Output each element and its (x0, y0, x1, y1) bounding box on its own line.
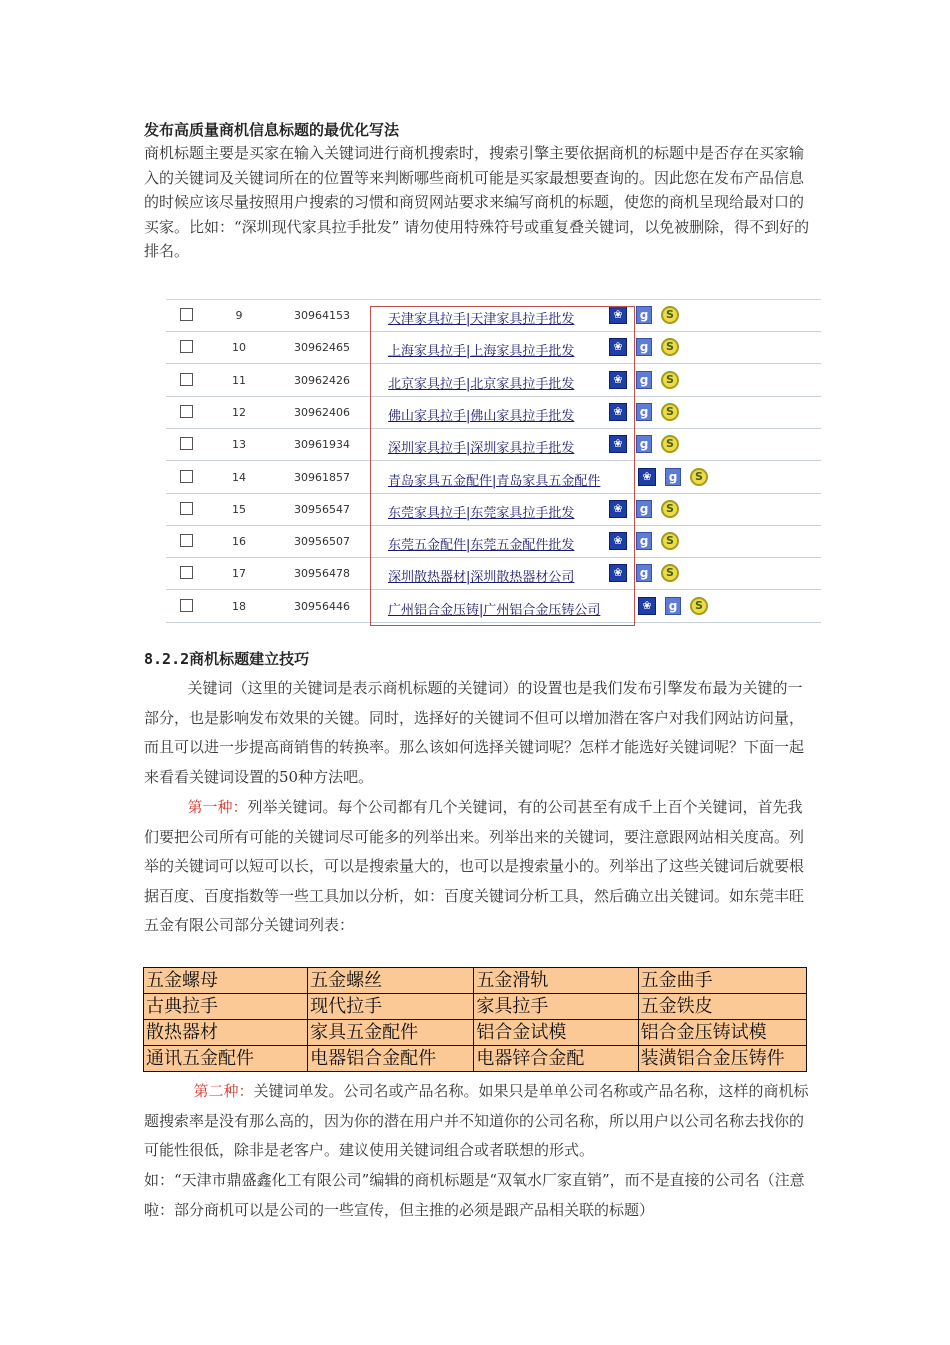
google-icon[interactable]: g (665, 597, 681, 615)
row-title-link[interactable]: 上海家具拉手|上海家具拉手批发 (388, 344, 575, 360)
keyword-cell: 装潢铝合金压铸件 (638, 1046, 806, 1072)
keyword-cell: 五金滑轨 (474, 968, 638, 994)
row-checkbox[interactable] (180, 437, 193, 450)
baidu-paw-icon[interactable]: ❀ (609, 435, 627, 453)
row-checkbox[interactable] (180, 405, 193, 418)
baidu-paw-icon[interactable]: ❀ (609, 403, 627, 421)
row-title-link[interactable]: 北京家具拉手|北京家具拉手批发 (388, 376, 575, 392)
keyword-cell: 古典拉手 (144, 994, 308, 1020)
method2-text: 关键词单发。公司名或产品名称。如果只是单单公司名称或产品名称，这样的商机标题搜索率是没有那么高的，因为你的潜在用户并不知道你的公司名称，所以用户以公司名称去找你的可能性很低，除非是老客户。建议使用关键词组合或者联想的形式。 (144, 1082, 809, 1160)
row-number: 10 (232, 341, 246, 355)
row-checkbox[interactable] (180, 534, 193, 547)
sogou-icon[interactable]: S (690, 597, 708, 615)
section-body: 商机标题主要是买家在输入关键词进行商机搜索时，搜索引擎主要依据商机的标题中是否存在买家输入的关键词及关键词所在的位置等来判断哪些商机可能是买家最想要查询的。因此您在发布产品信息的时候应该尽量按照用户搜索的习惯和商贸网站要求来编写商机的标题，使您的商机呈现给最对口的买家。比如：“深圳现代家具拉手批发” 请勿使用特殊符号或重复叠关键词，以免被删除，得不到好的排名。 (144, 144, 810, 260)
row-checkbox[interactable] (180, 566, 193, 579)
search-engine-icons (638, 467, 708, 487)
subsection-heading: 8.2.2商机标题建立技巧 (144, 650, 310, 668)
baidu-paw-icon[interactable]: ❀ (609, 532, 627, 550)
row-number: 11 (232, 373, 246, 387)
highlight-box (370, 306, 635, 626)
row-id: 30956446 (294, 599, 350, 613)
baidu-paw-icon[interactable]: ❀ (638, 597, 656, 615)
row-title-link[interactable]: 天津家具拉手|天津家具拉手批发 (388, 312, 575, 327)
keyword-cell: 通讯五金配件 (144, 1046, 308, 1072)
method1-paragraph (144, 793, 810, 941)
row-checkbox[interactable] (180, 599, 193, 612)
row-id: 30962406 (294, 405, 350, 419)
method2-paragraph (144, 1077, 810, 1166)
intro-paragraph: 关键词（这里的关键词是表示商机标题的关键词）的设置也是我们发布引擎发布最为关键的一部分，也是影响发布效果的关键。同时，选择好的关键词不但可以增加潜在客户对我们网站访问量，而且可以进一步提高商销售的转换率。那么该如何选择关键词呢？怎样才能选好关键词呢？下面一起来看看关键词设置的50种方法吧。 (144, 679, 805, 786)
sogou-icon[interactable]: S (661, 306, 679, 324)
keyword-cell: 铝合金试模 (474, 1020, 638, 1046)
row-title-link[interactable]: 东莞家具拉手|东莞家具拉手批发 (388, 505, 575, 521)
row-number: 9 (235, 309, 243, 322)
keyword-cell: 电器铝合金配件 (308, 1046, 474, 1072)
row-id: 30961934 (294, 438, 350, 452)
row-id: 30956478 (294, 567, 350, 581)
sogou-icon[interactable]: S (661, 532, 679, 550)
sogou-icon[interactable]: S (661, 564, 679, 582)
keyword-cell: 铝合金压铸试模 (638, 1020, 806, 1046)
search-engine-icons (638, 596, 708, 616)
row-checkbox[interactable] (180, 340, 193, 353)
google-icon[interactable]: g (636, 338, 652, 356)
row-number: 12 (232, 405, 246, 419)
row-id: 30961857 (294, 470, 350, 484)
google-icon[interactable]: g (636, 532, 652, 550)
section-title: 发布高质量商机信息标题的最优化写法 (144, 121, 400, 139)
google-icon[interactable]: g (636, 435, 652, 453)
sogou-icon[interactable]: S (661, 338, 679, 356)
method1-label: 第一种： (187, 798, 248, 816)
keyword-cell: 五金螺丝 (308, 968, 474, 994)
row-title-link[interactable]: 青岛家具五金配件|青岛家具五金配件 (388, 473, 601, 489)
row-checkbox[interactable] (180, 502, 193, 515)
row-title-link[interactable]: 广州铝合金压铸|广州铝合金压铸公司 (388, 602, 601, 618)
row-id: 30964153 (294, 309, 350, 322)
keyword-row (144, 994, 807, 1020)
sogou-icon[interactable]: S (661, 371, 679, 389)
row-checkbox[interactable] (180, 373, 193, 386)
row-title-link[interactable]: 东莞五金配件|东莞五金配件批发 (388, 538, 575, 554)
keyword-cell: 五金曲手 (638, 968, 806, 994)
keyword-cell: 五金螺母 (144, 968, 308, 994)
baidu-paw-icon[interactable]: ❀ (609, 500, 627, 518)
row-title-link[interactable]: 深圳家具拉手|深圳家具拉手批发 (388, 441, 575, 457)
keyword-row (144, 1046, 807, 1072)
keyword-row (144, 968, 807, 994)
row-checkbox[interactable] (180, 308, 193, 321)
method1-text: 列举关键词。每个公司都有几个关键词，有的公司甚至有成千上百个关键词，首先我们要把公司所有可能的关键词尽可能多的列举出来。列举出来的关键词，要注意跟网站相关度高。列举的关键词可以短可以长，可以是搜索量大的，也可以是搜索量小的。列举出了这些关键词后就要根据百度、百度指数等一些工具加以分析，如：百度关键词分析工具，然后确立出关键词。如东莞丰旺五金有限公司部分关键词列表： (144, 798, 805, 935)
keyword-cell: 电器锌合金配 (474, 1046, 638, 1072)
google-icon[interactable]: g (636, 306, 652, 324)
example-paragraph: 如：“天津市鼎盛鑫化工有限公司”编辑的商机标题是“双氧水厂家直销”，而不是直接的公司名（注意啦：部分商机可以是公司的一些宣传，但主推的必须是跟产品相关联的标题） (144, 1171, 805, 1219)
keyword-cell: 五金铁皮 (638, 994, 806, 1020)
row-checkbox[interactable] (180, 470, 193, 483)
keyword-cell: 现代拉手 (308, 994, 474, 1020)
sogou-icon[interactable]: S (661, 435, 679, 453)
row-title-link[interactable]: 深圳散热器材|深圳散热器材公司 (388, 570, 575, 586)
row-number: 14 (232, 470, 246, 484)
row-id: 30962426 (294, 373, 350, 387)
keyword-cell: 家具五金配件 (308, 1020, 474, 1046)
baidu-paw-icon[interactable]: ❀ (609, 564, 627, 582)
google-icon[interactable]: g (636, 371, 652, 389)
row-number: 15 (232, 502, 246, 516)
keyword-cell: 家具拉手 (474, 994, 638, 1020)
google-icon[interactable]: g (665, 468, 681, 486)
keyword-cell: 散热器材 (144, 1020, 308, 1046)
row-number: 16 (232, 535, 246, 549)
row-number: 13 (232, 438, 246, 452)
row-title-link[interactable]: 佛山家具拉手|佛山家具拉手批发 (388, 408, 575, 424)
method2-label: 第二种： (193, 1082, 254, 1100)
row-number: 17 (232, 567, 246, 581)
baidu-paw-icon[interactable]: ❀ (609, 338, 627, 356)
baidu-paw-icon[interactable]: ❀ (609, 371, 627, 389)
sogou-icon[interactable]: S (661, 500, 679, 518)
google-icon[interactable]: g (636, 403, 652, 421)
keyword-row (144, 1020, 807, 1046)
sogou-icon[interactable]: S (690, 468, 708, 486)
baidu-paw-icon[interactable]: ❀ (638, 468, 656, 486)
google-icon[interactable]: g (636, 564, 652, 582)
sogou-icon[interactable]: S (661, 403, 679, 421)
keyword-table (143, 967, 807, 1072)
row-id: 30956507 (294, 535, 350, 549)
google-icon[interactable]: g (636, 500, 652, 518)
row-id: 30956547 (294, 502, 350, 516)
row-id: 30962465 (294, 341, 350, 355)
row-number: 18 (232, 599, 246, 613)
baidu-paw-icon[interactable]: ❀ (609, 306, 627, 324)
